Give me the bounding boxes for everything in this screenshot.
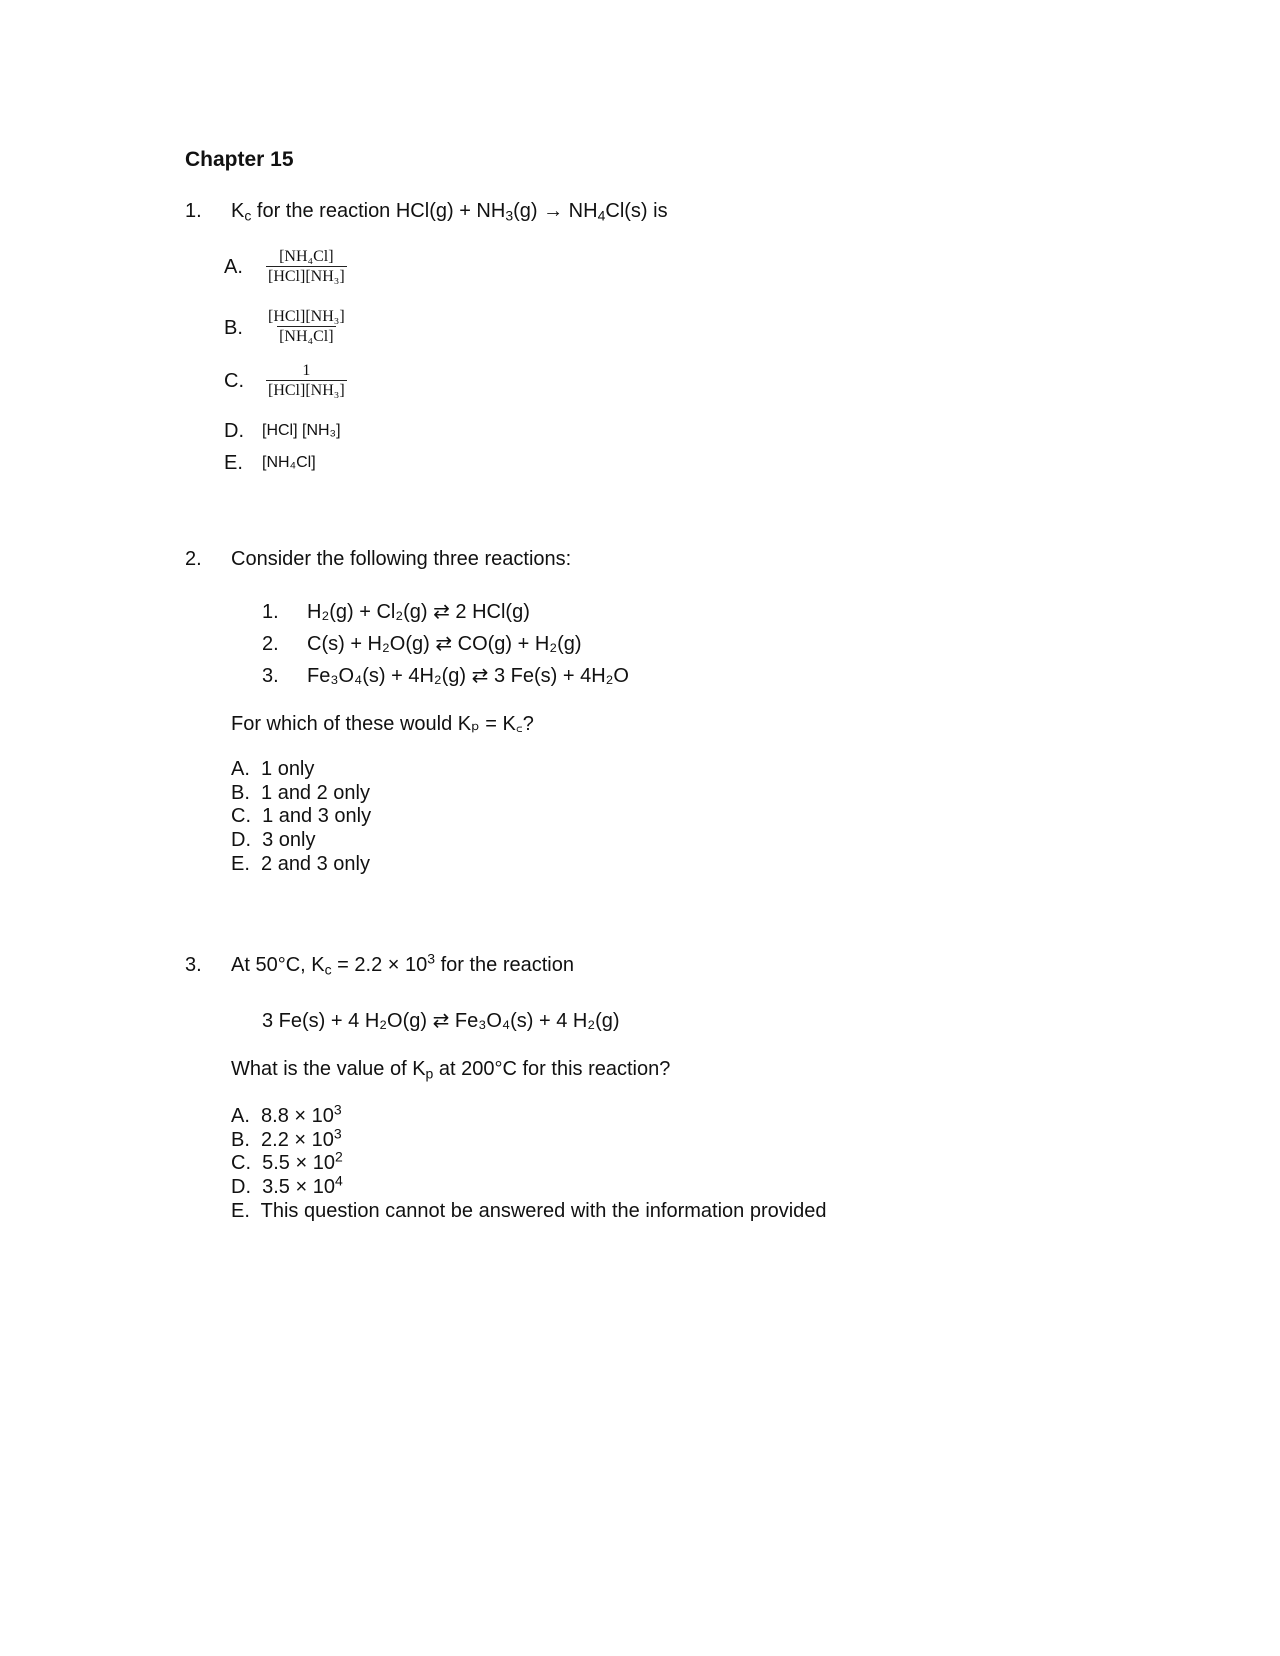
q1-option-c-letter: C. <box>224 370 244 392</box>
q2-reaction-1: H₂(g) + Cl₂(g) ⇄ 2 HCl(g) <box>307 601 530 623</box>
q2-reaction-3: Fe₃O₄(s) + 4H₂(g) ⇄ 3 Fe(s) + 4H₂O <box>307 665 629 687</box>
q3-option-a: A. $8.8 \times 10^3$ <box>231 1101 342 1127</box>
q2-option-d: D. 3 only <box>231 829 316 852</box>
q2-reaction-1-number: 1. <box>262 601 279 623</box>
q2-option-a: A. 1 only <box>231 758 315 780</box>
q3-intro: At 50°C, $K_c = 2.2 \times 10^3$ for the reaction <box>231 950 574 978</box>
q2-question: For which of these would Kₚ = K꜀? <box>231 713 534 735</box>
q1-option-a-fraction: [NH₄Cl] [HCl][NH₃] <box>268 248 345 285</box>
q1-option-d-text: [HCl] [NH₃] <box>262 422 341 439</box>
q3-reaction: 3 Fe(s) + 4 H₂O(g) ⇄ Fe₃O₄(s) + 4 H₂(g) <box>262 1010 620 1032</box>
q2-option-b: B. 1 and 2 only <box>231 781 370 804</box>
q2-option-e: E. 2 and 3 only <box>231 852 370 875</box>
q1-option-e-letter: E. <box>224 452 243 474</box>
q2-reaction-3-number: 3. <box>262 665 279 687</box>
q2-reaction-2-number: 2. <box>262 633 279 655</box>
q2-number: 2. <box>185 548 202 570</box>
q1-option-b-letter: B. <box>224 317 243 339</box>
q1-option-a-letter: A. <box>224 256 243 278</box>
q1-number: 1. <box>185 200 202 222</box>
q3-question: What is the value of $K_p$ at 200°C for this reaction? <box>231 1058 671 1082</box>
q2-intro: Consider the following three reactions: <box>231 548 572 570</box>
q1-option-e-text: [NH₄Cl] <box>262 454 316 471</box>
q1-stem: $K_c$ for the reaction $HCl(g) + NH_3(g) \to NH_4Cl(s)$ is <box>231 200 668 224</box>
q3-number: 3. <box>185 954 202 976</box>
q2-option-c: C. 1 and 3 only <box>231 805 372 828</box>
q1-option-c-fraction: 1 [HCl][NH₃] <box>268 362 345 399</box>
chapter-title: Chapter 15 <box>185 148 294 171</box>
q3-option-e: E. This question cannot be answered with the information provided <box>231 1199 827 1222</box>
q3-options <box>231 1101 827 1224</box>
q3-option-c: C. $5.5 \times 10^2$ <box>231 1148 343 1175</box>
q1-option-b-fraction: [HCl][NH₃] [NH₄Cl] <box>268 308 345 345</box>
q2-reaction-2: C(s) + H₂O(g) ⇄ CO(g) + H₂(g) <box>307 633 582 655</box>
q3-option-d: D. $3.5 \times 10^4$ <box>231 1172 343 1199</box>
q1-option-d-letter: D. <box>224 420 244 442</box>
q3-option-b: B. $2.2 \times 10^3$ <box>231 1125 342 1151</box>
q2-options <box>231 758 371 877</box>
